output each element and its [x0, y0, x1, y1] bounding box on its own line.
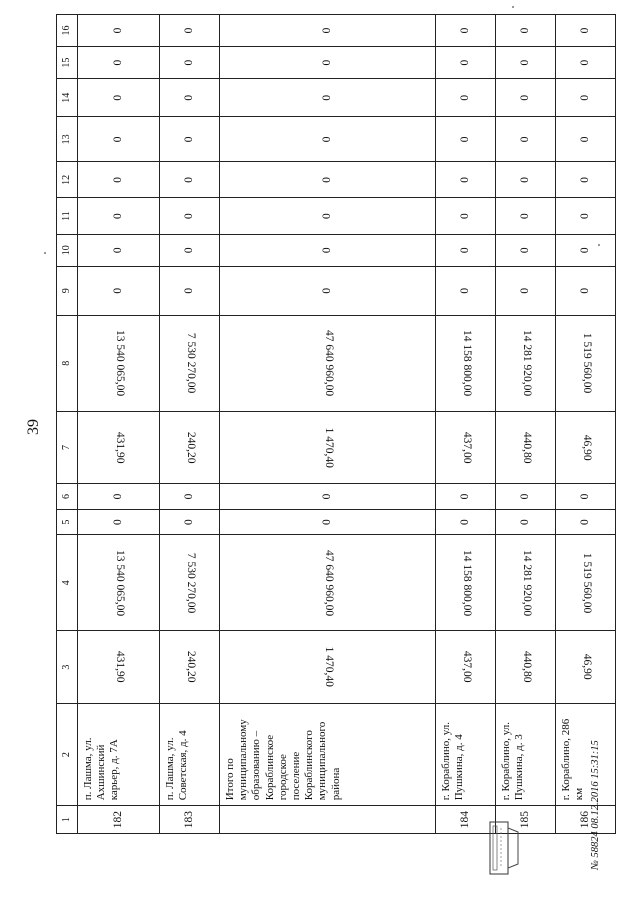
value-cell: 0 [78, 79, 160, 117]
value-cell: 0 [556, 484, 616, 510]
value-cell: 13 540 065,00 [78, 315, 160, 411]
rotated-table-frame [56, 14, 616, 834]
scan-speck [512, 6, 514, 8]
register-table [56, 14, 616, 834]
value-cell: 0 [496, 234, 556, 266]
value-cell: 0 [436, 47, 496, 79]
scan-speck [44, 252, 46, 254]
value-cell: 7 530 270,00 [160, 315, 220, 411]
value-cell: 0 [556, 234, 616, 266]
value-cell: 0 [160, 509, 220, 535]
value-cell: 0 [436, 509, 496, 535]
value-cell: 14 281 920,00 [496, 315, 556, 411]
row-number [220, 806, 436, 834]
value-cell: 1 470,40 [220, 411, 436, 484]
value-cell: 0 [220, 198, 436, 234]
value-cell: 14 158 800,00 [436, 315, 496, 411]
value-cell: 47 640 960,00 [220, 315, 436, 411]
scan-speck [598, 244, 600, 246]
value-cell: 240,20 [160, 631, 220, 704]
value-cell: 0 [160, 47, 220, 79]
address-cell: г. Кораблино, ул. Пушкина, д. 3 [496, 703, 556, 805]
value-cell: 7 530 270,00 [160, 535, 220, 631]
table-row [436, 15, 496, 834]
value-cell: 0 [436, 198, 496, 234]
value-cell: 0 [556, 509, 616, 535]
value-cell: 0 [78, 509, 160, 535]
row-number: 183 [160, 806, 220, 834]
value-cell: 1 470,40 [220, 631, 436, 704]
table-row [160, 15, 220, 834]
value-cell: 0 [556, 266, 616, 315]
value-cell: 46,90 [556, 411, 616, 484]
row-number: 185 [496, 806, 556, 834]
value-cell: 0 [436, 117, 496, 162]
value-cell: 13 540 065,00 [78, 535, 160, 631]
value-cell: 0 [220, 266, 436, 315]
value-cell: 0 [496, 198, 556, 234]
address-cell: п. Лашма, ул. Советская, д. 4 [160, 703, 220, 805]
value-cell: 0 [496, 509, 556, 535]
column-number: 1 [57, 806, 78, 834]
value-cell: 0 [436, 484, 496, 510]
value-cell: 0 [160, 162, 220, 198]
value-cell: 1 519 560,00 [556, 535, 616, 631]
column-number: 15 [57, 47, 78, 79]
value-cell: 440,80 [496, 631, 556, 704]
value-cell: 0 [160, 198, 220, 234]
value-cell: 437,00 [436, 631, 496, 704]
value-cell: 0 [160, 266, 220, 315]
column-number: 13 [57, 117, 78, 162]
address-cell: п. Лашма, ул. Ахшинский карьер, д. 7А [78, 703, 160, 805]
value-cell: 0 [160, 234, 220, 266]
value-cell: 0 [220, 162, 436, 198]
value-cell: 0 [160, 484, 220, 510]
value-cell: 0 [436, 162, 496, 198]
value-cell: 0 [556, 15, 616, 47]
table-row [220, 15, 436, 834]
row-number: 184 [436, 806, 496, 834]
column-number: 2 [57, 703, 78, 805]
value-cell: 0 [496, 162, 556, 198]
value-cell: 0 [78, 234, 160, 266]
value-cell: 431,90 [78, 411, 160, 484]
row-number: 186 [556, 806, 616, 834]
table-row [496, 15, 556, 834]
value-cell: 0 [160, 79, 220, 117]
value-cell: 0 [78, 198, 160, 234]
value-cell: 0 [436, 15, 496, 47]
value-cell: 0 [78, 47, 160, 79]
value-cell: 0 [556, 79, 616, 117]
value-cell: 14 281 920,00 [496, 535, 556, 631]
value-cell: 0 [436, 79, 496, 117]
column-number: 9 [57, 266, 78, 315]
value-cell: 0 [160, 117, 220, 162]
column-number-row [57, 15, 78, 834]
value-cell: 440,80 [496, 411, 556, 484]
value-cell: 0 [220, 47, 436, 79]
value-cell: 46,90 [556, 631, 616, 704]
column-number: 5 [57, 509, 78, 535]
table-row [78, 15, 160, 834]
value-cell: 0 [556, 198, 616, 234]
address-cell: г. Кораблино, 286 км [556, 703, 616, 805]
registry-stamp-icon [482, 818, 526, 878]
value-cell: 0 [496, 15, 556, 47]
value-cell: 1 519 560,00 [556, 315, 616, 411]
value-cell: 0 [78, 15, 160, 47]
column-number: 16 [57, 15, 78, 47]
value-cell: 0 [496, 47, 556, 79]
value-cell: 0 [220, 509, 436, 535]
value-cell: 0 [220, 79, 436, 117]
value-cell: 0 [220, 15, 436, 47]
column-number: 3 [57, 631, 78, 704]
value-cell: 0 [78, 266, 160, 315]
value-cell: 0 [436, 266, 496, 315]
column-number: 11 [57, 198, 78, 234]
value-cell: 431,90 [78, 631, 160, 704]
value-cell: 0 [78, 484, 160, 510]
registration-footer: № 58824 08.12.2016 15:31:15 [590, 740, 601, 870]
column-number: 6 [57, 484, 78, 510]
column-number: 12 [57, 162, 78, 198]
value-cell: 0 [496, 79, 556, 117]
address-cell: Итого по муниципальному образованию – Кораблинское городское поселение Кораблинского муниципального района [220, 703, 436, 805]
column-number: 4 [57, 535, 78, 631]
value-cell: 0 [160, 15, 220, 47]
value-cell: 0 [220, 484, 436, 510]
value-cell: 0 [556, 162, 616, 198]
value-cell: 0 [496, 117, 556, 162]
value-cell: 0 [496, 484, 556, 510]
column-number: 10 [57, 234, 78, 266]
row-number: 182 [78, 806, 160, 834]
column-number: 7 [57, 411, 78, 484]
column-number: 8 [57, 315, 78, 411]
value-cell: 240,20 [160, 411, 220, 484]
value-cell: 0 [220, 234, 436, 266]
value-cell: 0 [556, 117, 616, 162]
value-cell: 0 [496, 266, 556, 315]
value-cell: 437,00 [436, 411, 496, 484]
value-cell: 0 [78, 162, 160, 198]
value-cell: 0 [436, 234, 496, 266]
value-cell: 0 [78, 117, 160, 162]
table-row [556, 15, 616, 834]
value-cell: 47 640 960,00 [220, 535, 436, 631]
column-number: 14 [57, 79, 78, 117]
value-cell: 0 [220, 117, 436, 162]
value-cell: 14 158 800,00 [436, 535, 496, 631]
page-number: 39 [25, 419, 42, 435]
address-cell: г. Кораблино, ул. Пушкина, д. 4 [436, 703, 496, 805]
value-cell: 0 [556, 47, 616, 79]
